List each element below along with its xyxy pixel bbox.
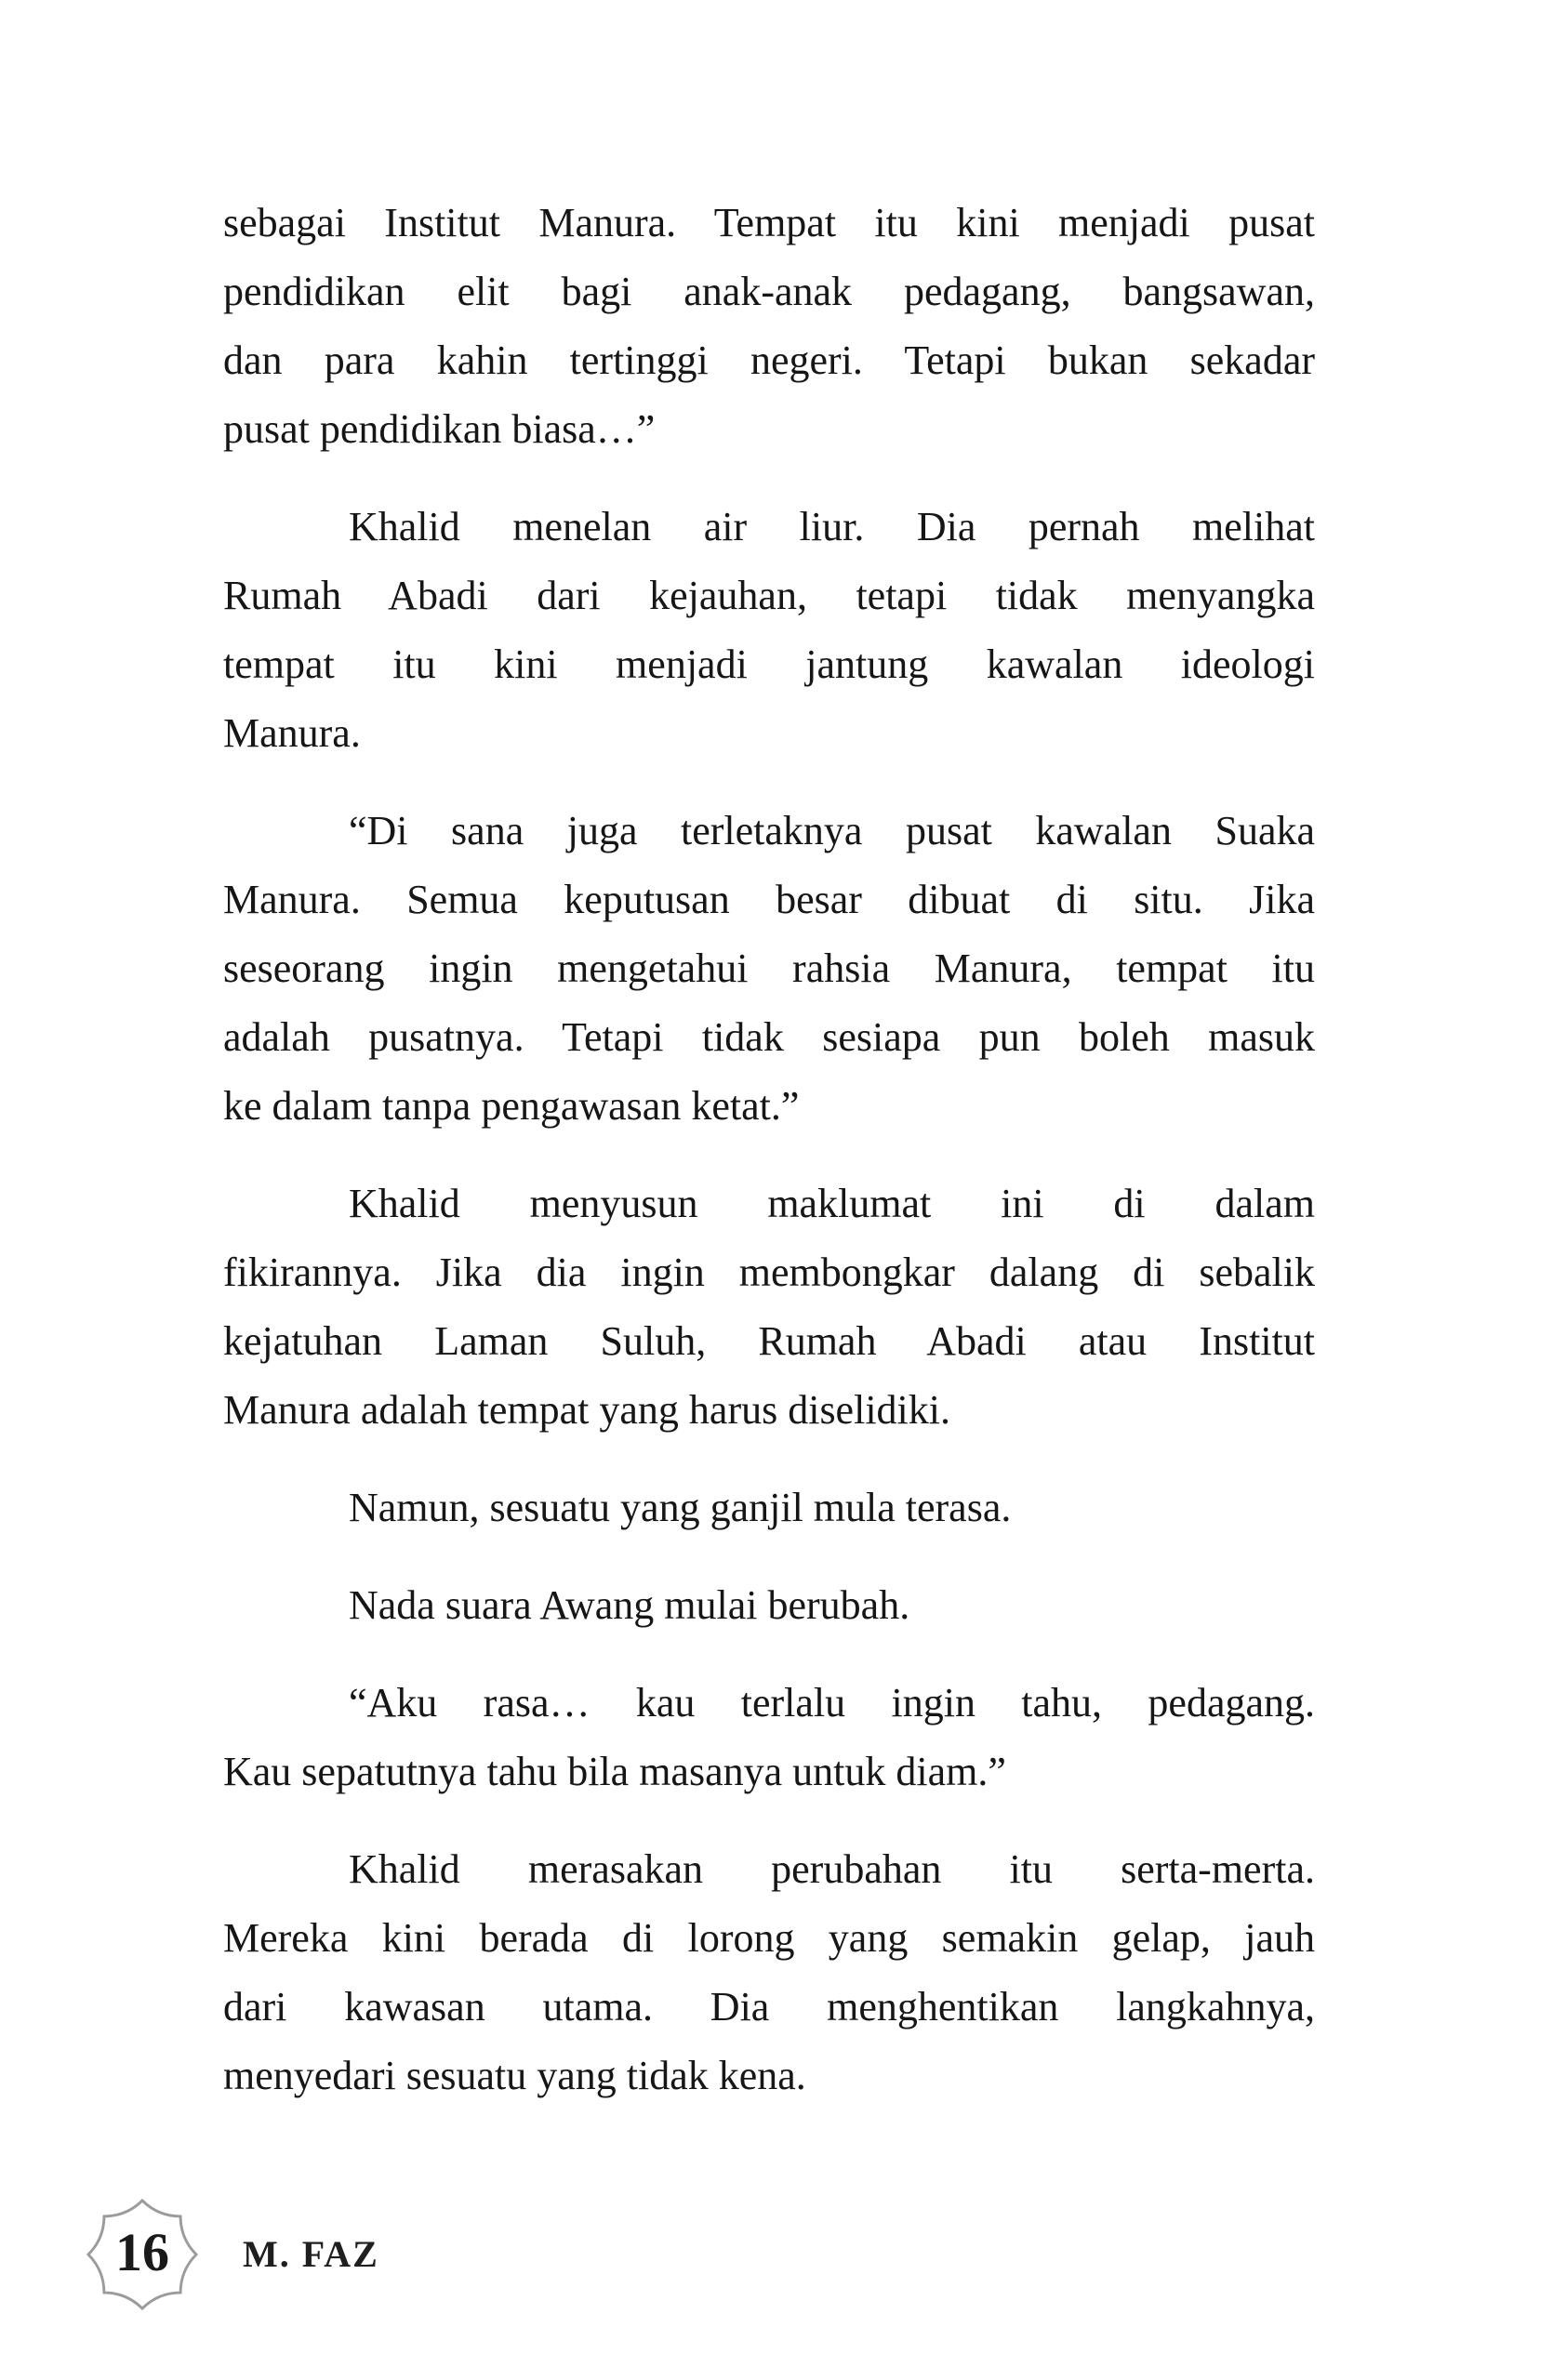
text-line: Kau sepatutnya tahu bila masanya untuk diam.” (223, 1749, 1006, 1794)
text-line: tempat itu kini menjadi jantung kawalan ideologi (223, 641, 1315, 687)
paragraph (223, 1835, 1315, 2110)
paragraph (223, 1170, 1315, 1445)
text-line: ke dalam tanpa pengawasan ketat.” (223, 1083, 800, 1129)
text-line: Khalid merasakan perubahan itu serta-merta. (349, 1846, 1315, 1892)
text-line: fikirannya. Jika dia ingin membongkar dalang di sebalik (223, 1250, 1315, 1295)
text-line: Khalid menelan air liur. Dia pernah melihat (349, 504, 1315, 549)
paragraph (223, 493, 1315, 768)
text-line: sebagai Institut Manura. Tempat itu kini menjadi pusat (223, 200, 1315, 245)
page-number-badge (86, 2199, 198, 2310)
text-line: Manura adalah tempat yang harus diselidiki. (223, 1387, 950, 1433)
page-number: 16 (115, 2221, 169, 2282)
paragraph (223, 189, 1315, 464)
text-line: adalah pusatnya. Tetapi tidak sesiapa pun boleh masuk (223, 1014, 1315, 1060)
text-line: Manura. Semua keputusan besar dibuat di situ. Jika (223, 877, 1315, 922)
author-running-footer: M. FAZ (243, 2232, 379, 2275)
text-line: seseorang ingin mengetahui rahsia Manura, tempat itu (223, 945, 1315, 991)
text-line: dari kawasan utama. Dia menghentikan langkahnya, (223, 1984, 1315, 2030)
text-line: kejatuhan Laman Suluh, Rumah Abadi atau Institut (223, 1318, 1315, 1364)
paragraph (223, 1571, 1315, 1640)
text-line: pusat pendidikan biasa…” (223, 406, 656, 452)
page-text (223, 189, 1315, 2139)
text-line: Nada suara Awang mulai berubah. (349, 1582, 910, 1628)
text-line: dan para kahin tertinggi negeri. Tetapi bukan sekadar (223, 337, 1315, 383)
text-line: menyedari sesuatu yang tidak kena. (223, 2053, 806, 2098)
paragraph (223, 1669, 1315, 1806)
page-footer (86, 2199, 379, 2310)
text-line: Namun, sesuatu yang ganjil mula terasa. (349, 1485, 1012, 1530)
paragraph (223, 797, 1315, 1141)
text-line: pendidikan elit bagi anak-anak pedagang, bangsawan, (223, 269, 1315, 314)
text-line: Rumah Abadi dari kejauhan, tetapi tidak menyangka (223, 573, 1315, 618)
text-line: Manura. (223, 710, 361, 756)
text-line: “Aku rasa… kau terlalu ingin tahu, pedagang. (349, 1680, 1315, 1726)
paragraph (223, 1474, 1315, 1542)
text-line: “Di sana juga terletaknya pusat kawalan Suaka (349, 808, 1315, 853)
text-line: Mereka kini berada di lorong yang semakin gelap, jauh (223, 1915, 1315, 1961)
text-line: Khalid menyusun maklumat ini di dalam (349, 1181, 1315, 1226)
